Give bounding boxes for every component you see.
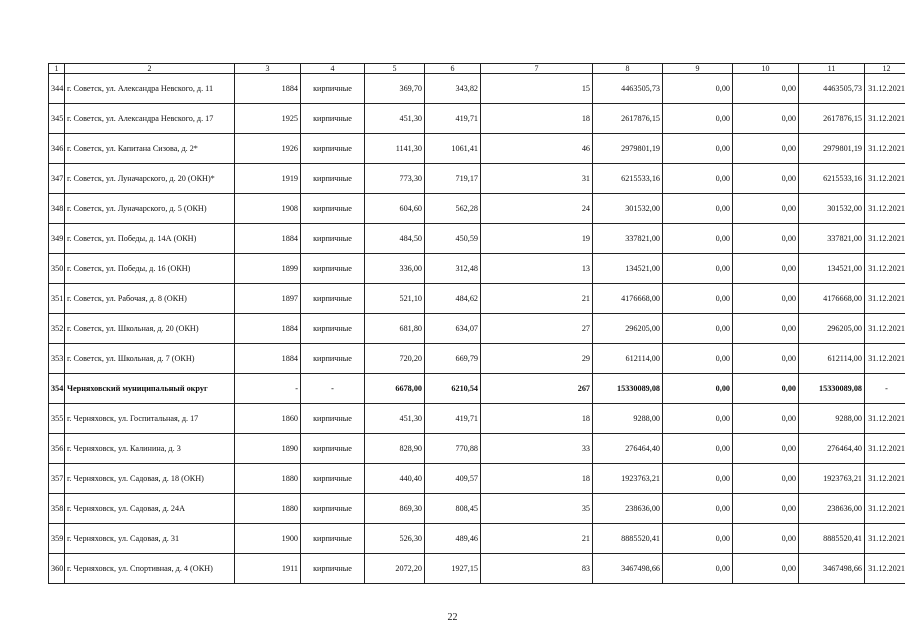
regional-funds-cell: 0,00: [733, 374, 799, 404]
local-funds-cell: 276464,40: [799, 434, 865, 464]
total-area-cell: 440,40: [365, 464, 425, 494]
regional-funds-cell: 0,00: [733, 524, 799, 554]
residents-cell: 24: [481, 194, 593, 224]
federal-funds-cell: 0,00: [663, 254, 733, 284]
regional-funds-cell: 0,00: [733, 554, 799, 584]
federal-funds-cell: 0,00: [663, 164, 733, 194]
material-cell: кирпичные: [301, 74, 365, 104]
column-header: 1: [49, 64, 65, 74]
regional-funds-cell: 0,00: [733, 344, 799, 374]
living-area-cell: 1927,15: [425, 554, 481, 584]
cost-cell: 2617876,15: [593, 104, 663, 134]
cost-cell: 8885520,41: [593, 524, 663, 554]
local-funds-cell: 4463505,73: [799, 74, 865, 104]
material-cell: -: [301, 374, 365, 404]
year-cell: 1900: [235, 524, 301, 554]
address-cell: г. Советск, ул. Победы, д. 14А (ОКН): [65, 224, 235, 254]
local-funds-cell: 296205,00: [799, 314, 865, 344]
address-cell: г. Черняховск, ул. Садовая, д. 18 (ОКН): [65, 464, 235, 494]
deadline-cell: 31.12.2021: [865, 224, 905, 254]
year-cell: 1884: [235, 314, 301, 344]
cost-cell: 337821,00: [593, 224, 663, 254]
cost-cell: 9288,00: [593, 404, 663, 434]
year-cell: 1925: [235, 104, 301, 134]
table-row: [49, 524, 905, 554]
deadline-cell: 31.12.2021: [865, 464, 905, 494]
local-funds-cell: 15330089,08: [799, 374, 865, 404]
row-number: 355: [49, 404, 65, 434]
deadline-cell: 31.12.2021: [865, 194, 905, 224]
material-cell: кирпичные: [301, 164, 365, 194]
local-funds-cell: 1923763,21: [799, 464, 865, 494]
residents-cell: 83: [481, 554, 593, 584]
row-number: 352: [49, 314, 65, 344]
year-cell: -: [235, 374, 301, 404]
column-header: 8: [593, 64, 663, 74]
row-number: 350: [49, 254, 65, 284]
material-cell: кирпичные: [301, 194, 365, 224]
residents-cell: 33: [481, 434, 593, 464]
deadline-cell: 31.12.2021: [865, 434, 905, 464]
table-row: [49, 254, 905, 284]
table-row: [49, 314, 905, 344]
address-cell: г. Советск, ул. Капитана Сизова, д. 2*: [65, 134, 235, 164]
federal-funds-cell: 0,00: [663, 434, 733, 464]
material-cell: кирпичные: [301, 404, 365, 434]
material-cell: кирпичные: [301, 104, 365, 134]
cost-cell: 276464,40: [593, 434, 663, 464]
row-number: 354: [49, 374, 65, 404]
row-number: 359: [49, 524, 65, 554]
table-row: [49, 134, 905, 164]
living-area-cell: 808,45: [425, 494, 481, 524]
year-cell: 1911: [235, 554, 301, 584]
living-area-cell: 419,71: [425, 404, 481, 434]
table-row: [49, 104, 905, 134]
total-area-cell: 2072,20: [365, 554, 425, 584]
regional-funds-cell: 0,00: [733, 104, 799, 134]
local-funds-cell: 4176668,00: [799, 284, 865, 314]
residents-cell: 18: [481, 464, 593, 494]
federal-funds-cell: 0,00: [663, 104, 733, 134]
living-area-cell: 409,57: [425, 464, 481, 494]
table-row: [49, 494, 905, 524]
address-cell: г. Черняховск, ул. Калинина, д. 3: [65, 434, 235, 464]
year-cell: 1908: [235, 194, 301, 224]
living-area-cell: 770,88: [425, 434, 481, 464]
address-cell: г. Черняховск, ул. Садовая, д. 24А: [65, 494, 235, 524]
deadline-cell: 31.12.2021: [865, 134, 905, 164]
residents-cell: 46: [481, 134, 593, 164]
table-row: [49, 464, 905, 494]
local-funds-cell: 612114,00: [799, 344, 865, 374]
row-number: 347: [49, 164, 65, 194]
total-area-cell: 526,30: [365, 524, 425, 554]
living-area-cell: 489,46: [425, 524, 481, 554]
cost-cell: 2979801,19: [593, 134, 663, 164]
material-cell: кирпичные: [301, 434, 365, 464]
local-funds-cell: 3467498,66: [799, 554, 865, 584]
year-cell: 1884: [235, 344, 301, 374]
year-cell: 1884: [235, 74, 301, 104]
column-header: 9: [663, 64, 733, 74]
total-area-cell: 336,00: [365, 254, 425, 284]
living-area-cell: 484,62: [425, 284, 481, 314]
regional-funds-cell: 0,00: [733, 284, 799, 314]
cost-cell: 15330089,08: [593, 374, 663, 404]
column-header: 11: [799, 64, 865, 74]
regional-funds-cell: 0,00: [733, 404, 799, 434]
cost-cell: 612114,00: [593, 344, 663, 374]
regional-funds-cell: 0,00: [733, 74, 799, 104]
row-number: 353: [49, 344, 65, 374]
material-cell: кирпичные: [301, 524, 365, 554]
table-row: [49, 344, 905, 374]
row-number: 358: [49, 494, 65, 524]
total-area-cell: 521,10: [365, 284, 425, 314]
total-area-cell: 1141,30: [365, 134, 425, 164]
year-cell: 1860: [235, 404, 301, 434]
column-header: 2: [65, 64, 235, 74]
address-cell: г. Советск, ул. Луначарского, д. 5 (ОКН): [65, 194, 235, 224]
page-number: 22: [447, 612, 458, 623]
living-area-cell: 419,71: [425, 104, 481, 134]
row-number: 344: [49, 74, 65, 104]
total-area-cell: 604,60: [365, 194, 425, 224]
federal-funds-cell: 0,00: [663, 524, 733, 554]
address-cell: г. Черняховск, ул. Спортивная, д. 4 (ОКН): [65, 554, 235, 584]
living-area-cell: 1061,41: [425, 134, 481, 164]
column-header: 12: [865, 64, 905, 74]
federal-funds-cell: 0,00: [663, 404, 733, 434]
address-cell: г. Советск, ул. Рабочая, д. 8 (ОКН): [65, 284, 235, 314]
address-cell: Черняховский муниципальный округ: [65, 374, 235, 404]
federal-funds-cell: 0,00: [663, 344, 733, 374]
local-funds-cell: 2979801,19: [799, 134, 865, 164]
material-cell: кирпичные: [301, 494, 365, 524]
deadline-cell: 31.12.2021: [865, 164, 905, 194]
deadline-cell: 31.12.2021: [865, 254, 905, 284]
subtotal-row: [49, 374, 905, 404]
year-cell: 1884: [235, 224, 301, 254]
material-cell: кирпичные: [301, 554, 365, 584]
regional-funds-cell: 0,00: [733, 314, 799, 344]
row-number: 356: [49, 434, 65, 464]
year-cell: 1880: [235, 464, 301, 494]
deadline-cell: 31.12.2021: [865, 524, 905, 554]
cost-cell: 296205,00: [593, 314, 663, 344]
total-area-cell: 869,30: [365, 494, 425, 524]
deadline-cell: 31.12.2021: [865, 554, 905, 584]
federal-funds-cell: 0,00: [663, 194, 733, 224]
regional-funds-cell: 0,00: [733, 194, 799, 224]
column-number-row: [49, 64, 905, 74]
federal-funds-cell: 0,00: [663, 284, 733, 314]
row-number: 351: [49, 284, 65, 314]
living-area-cell: 669,79: [425, 344, 481, 374]
regional-funds-cell: 0,00: [733, 254, 799, 284]
residents-cell: 15: [481, 74, 593, 104]
row-number: 360: [49, 554, 65, 584]
address-cell: г. Советск, ул. Победы, д. 16 (ОКН): [65, 254, 235, 284]
regional-funds-cell: 0,00: [733, 464, 799, 494]
address-cell: г. Советск, ул. Школьная, д. 20 (ОКН): [65, 314, 235, 344]
year-cell: 1897: [235, 284, 301, 314]
cost-cell: 134521,00: [593, 254, 663, 284]
address-cell: г. Советск, ул. Школьная, д. 7 (ОКН): [65, 344, 235, 374]
total-area-cell: 681,80: [365, 314, 425, 344]
row-number: 348: [49, 194, 65, 224]
regional-funds-cell: 0,00: [733, 434, 799, 464]
material-cell: кирпичные: [301, 314, 365, 344]
residents-cell: 27: [481, 314, 593, 344]
address-cell: г. Советск, ул. Александра Невского, д. 11: [65, 74, 235, 104]
year-cell: 1919: [235, 164, 301, 194]
deadline-cell: 31.12.2021: [865, 404, 905, 434]
material-cell: кирпичные: [301, 464, 365, 494]
material-cell: кирпичные: [301, 224, 365, 254]
table-row: [49, 224, 905, 254]
address-cell: г. Советск, ул. Луначарского, д. 20 (ОКН)*: [65, 164, 235, 194]
living-area-cell: 6210,54: [425, 374, 481, 404]
year-cell: 1899: [235, 254, 301, 284]
residents-cell: 31: [481, 164, 593, 194]
column-header: 4: [301, 64, 365, 74]
residents-cell: 29: [481, 344, 593, 374]
local-funds-cell: 2617876,15: [799, 104, 865, 134]
local-funds-cell: 301532,00: [799, 194, 865, 224]
table-row: [49, 164, 905, 194]
living-area-cell: 312,48: [425, 254, 481, 284]
living-area-cell: 343,82: [425, 74, 481, 104]
cost-cell: 3467498,66: [593, 554, 663, 584]
address-cell: г. Черняховск, ул. Садовая, д. 31: [65, 524, 235, 554]
column-header: 7: [481, 64, 593, 74]
column-header: 10: [733, 64, 799, 74]
local-funds-cell: 134521,00: [799, 254, 865, 284]
regional-funds-cell: 0,00: [733, 224, 799, 254]
local-funds-cell: 337821,00: [799, 224, 865, 254]
cost-cell: 301532,00: [593, 194, 663, 224]
local-funds-cell: 238636,00: [799, 494, 865, 524]
deadline-cell: 31.12.2021: [865, 104, 905, 134]
year-cell: 1890: [235, 434, 301, 464]
material-cell: кирпичные: [301, 344, 365, 374]
total-area-cell: 369,70: [365, 74, 425, 104]
row-number: 357: [49, 464, 65, 494]
federal-funds-cell: 0,00: [663, 494, 733, 524]
federal-funds-cell: 0,00: [663, 464, 733, 494]
year-cell: 1880: [235, 494, 301, 524]
living-area-cell: 450,59: [425, 224, 481, 254]
living-area-cell: 562,28: [425, 194, 481, 224]
deadline-cell: 31.12.2021: [865, 74, 905, 104]
table-row: [49, 554, 905, 584]
total-area-cell: 773,30: [365, 164, 425, 194]
federal-funds-cell: 0,00: [663, 224, 733, 254]
federal-funds-cell: 0,00: [663, 374, 733, 404]
cost-cell: 4176668,00: [593, 284, 663, 314]
total-area-cell: 451,30: [365, 104, 425, 134]
table-row: [49, 194, 905, 224]
deadline-cell: 31.12.2021: [865, 344, 905, 374]
living-area-cell: 719,17: [425, 164, 481, 194]
row-number: 345: [49, 104, 65, 134]
table-row: [49, 74, 905, 104]
column-header: 5: [365, 64, 425, 74]
residents-cell: 21: [481, 524, 593, 554]
total-area-cell: 720,20: [365, 344, 425, 374]
row-number: 346: [49, 134, 65, 164]
regional-funds-cell: 0,00: [733, 134, 799, 164]
total-area-cell: 6678,00: [365, 374, 425, 404]
total-area-cell: 828,90: [365, 434, 425, 464]
residents-cell: 267: [481, 374, 593, 404]
local-funds-cell: 6215533,16: [799, 164, 865, 194]
row-number: 349: [49, 224, 65, 254]
cost-cell: 4463505,73: [593, 74, 663, 104]
deadline-cell: -: [865, 374, 905, 404]
residents-cell: 13: [481, 254, 593, 284]
federal-funds-cell: 0,00: [663, 134, 733, 164]
column-header: 3: [235, 64, 301, 74]
table-row: [49, 434, 905, 464]
column-header: 6: [425, 64, 481, 74]
residents-cell: 18: [481, 104, 593, 134]
table-row: [49, 404, 905, 434]
residents-cell: 35: [481, 494, 593, 524]
year-cell: 1926: [235, 134, 301, 164]
table-row: [49, 284, 905, 314]
registry-table: [48, 63, 905, 584]
living-area-cell: 634,07: [425, 314, 481, 344]
material-cell: кирпичные: [301, 284, 365, 314]
deadline-cell: 31.12.2021: [865, 494, 905, 524]
deadline-cell: 31.12.2021: [865, 314, 905, 344]
residents-cell: 18: [481, 404, 593, 434]
material-cell: кирпичные: [301, 134, 365, 164]
cost-cell: 6215533,16: [593, 164, 663, 194]
regional-funds-cell: 0,00: [733, 494, 799, 524]
address-cell: г. Черняховск, ул. Госпитальная, д. 17: [65, 404, 235, 434]
total-area-cell: 484,50: [365, 224, 425, 254]
regional-funds-cell: 0,00: [733, 164, 799, 194]
residents-cell: 21: [481, 284, 593, 314]
local-funds-cell: 8885520,41: [799, 524, 865, 554]
address-cell: г. Советск, ул. Александра Невского, д. 17: [65, 104, 235, 134]
deadline-cell: 31.12.2021: [865, 284, 905, 314]
cost-cell: 238636,00: [593, 494, 663, 524]
federal-funds-cell: 0,00: [663, 74, 733, 104]
local-funds-cell: 9288,00: [799, 404, 865, 434]
cost-cell: 1923763,21: [593, 464, 663, 494]
federal-funds-cell: 0,00: [663, 554, 733, 584]
total-area-cell: 451,30: [365, 404, 425, 434]
material-cell: кирпичные: [301, 254, 365, 284]
federal-funds-cell: 0,00: [663, 314, 733, 344]
residents-cell: 19: [481, 224, 593, 254]
